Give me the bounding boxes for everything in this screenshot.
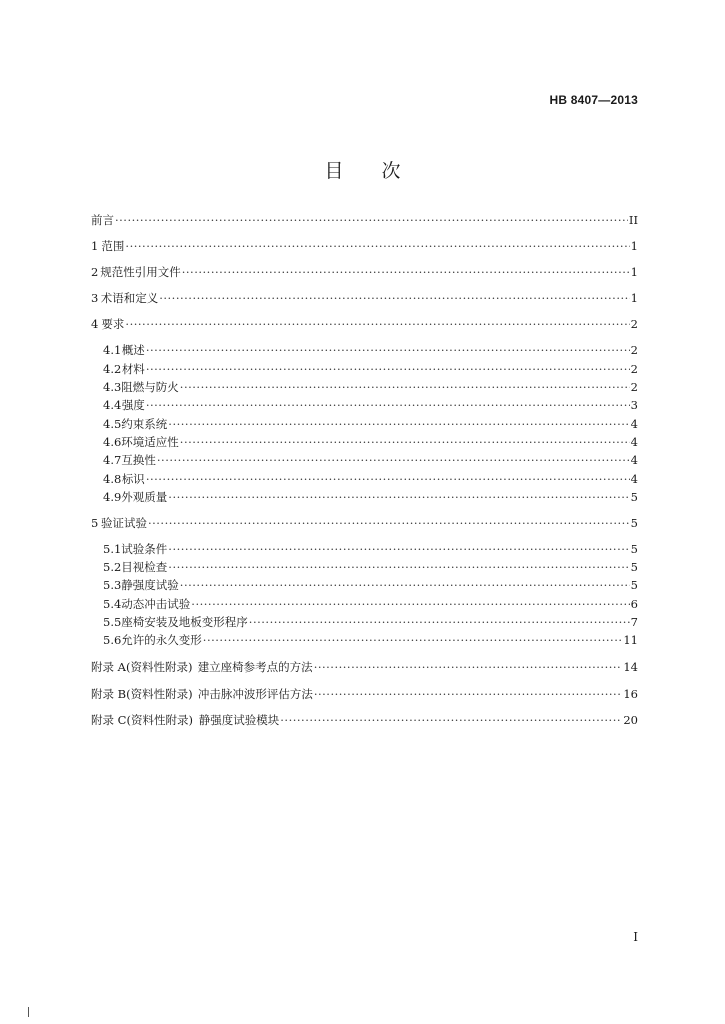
leader-dots (146, 342, 630, 358)
toc-entry-page: 1 (630, 291, 638, 305)
toc-entry-number: 4.8 (103, 472, 122, 486)
toc-entry-number: 3 (91, 291, 99, 305)
appendix-prefix: 附录 A(资料性附录) (91, 660, 193, 674)
toc-entry-page: II (628, 213, 638, 227)
toc-entry-page: 1 (630, 239, 638, 253)
toc-entry-section-4[interactable] (91, 316, 638, 332)
toc-entry-section-4-8[interactable] (103, 471, 638, 487)
toc-entry-number: 2 (91, 265, 99, 279)
leader-dots (180, 379, 630, 395)
toc-entry-number: 4.7 (103, 453, 122, 467)
toc-entry-label: 试验条件 (121, 542, 168, 556)
toc-entry-number: 1 (91, 239, 99, 253)
toc-entry-section-2[interactable] (91, 264, 638, 280)
toc-entry-number: 4.2 (103, 362, 122, 376)
leader-dots (182, 264, 630, 280)
toc-entry-section-5-3[interactable] (103, 577, 638, 593)
toc-entry-label: 材料 (121, 362, 145, 376)
toc-entry-label: 前言 (91, 213, 114, 227)
leader-dots (280, 712, 622, 728)
leader-dots (191, 596, 629, 612)
toc-entry-label: 静强度试验模块 (198, 713, 280, 727)
toc-entry-label: 环境适应性 (121, 435, 179, 449)
toc-entry-number: 5.5 (103, 615, 122, 629)
toc-entry-label: 阻燃与防火 (121, 380, 179, 394)
toc-entry-page: 4 (630, 472, 638, 486)
toc-entry-section-5[interactable] (91, 515, 638, 531)
standard-number: HB 8407—2013 (549, 93, 638, 107)
toc-entry-label: 建立座椅参考点的方法 (197, 660, 313, 674)
toc-entry-page: 5 (630, 516, 638, 530)
leader-dots (125, 238, 629, 254)
toc-entry-section-3[interactable] (91, 290, 638, 306)
toc-entry-appendix-b[interactable] (91, 686, 638, 702)
toc-entry-number: 4.4 (103, 398, 122, 412)
leader-dots (180, 434, 630, 450)
toc-entry-page: 2 (630, 362, 638, 376)
toc-entry-label: 静强度试验 (121, 578, 179, 592)
toc-entry-page: 6 (630, 597, 638, 611)
toc-entry-page: 2 (630, 343, 638, 357)
toc-entry-label: 互换性 (121, 453, 156, 467)
toc-entry-number: 5.4 (103, 597, 122, 611)
leader-dots (180, 577, 630, 593)
toc-entry-label: 目视检查 (121, 560, 168, 574)
toc-entry-page: 5 (630, 542, 638, 556)
leader-dots (168, 416, 629, 432)
leader-dots (146, 361, 630, 377)
toc-entry-page: 5 (630, 560, 638, 574)
toc-entry-label: 冲击脉冲波形评估方法 (197, 687, 313, 701)
toc-entry-number: 5.2 (103, 560, 122, 574)
leader-dots (314, 659, 623, 675)
appendix-prefix: 附录 C(资料性附录) (91, 713, 193, 727)
toc-entry-section-5-6[interactable] (103, 632, 638, 648)
scan-margin-mark (28, 1007, 29, 1017)
toc-entry-section-4-7[interactable] (103, 452, 638, 468)
page-number: I (633, 930, 638, 944)
toc-entry-page: 20 (623, 713, 638, 727)
toc-entry-label: 动态冲击试验 (121, 597, 191, 611)
toc-entry-page: 3 (630, 398, 638, 412)
toc-entry-section-5-2[interactable] (103, 559, 638, 575)
toc-entry-page: 7 (630, 615, 638, 629)
toc-entry-page: 4 (630, 453, 638, 467)
leader-dots (157, 452, 630, 468)
toc-entry-page: 4 (630, 417, 638, 431)
leader-dots (146, 397, 630, 413)
toc-entry-section-4-5[interactable] (103, 416, 638, 432)
toc-entry-label: 座椅安装及地板变形程序 (121, 615, 248, 629)
toc-entry-number: 5.1 (103, 542, 122, 556)
toc-entry-section-4-3[interactable] (103, 379, 638, 395)
toc-entry-appendix-c[interactable] (91, 712, 638, 728)
toc-entry-label: 规范性引用文件 (100, 265, 181, 279)
toc-entry-page: 5 (630, 578, 638, 592)
toc-entry-label: 范围 (101, 239, 125, 253)
leader-dots (148, 515, 630, 531)
toc-entry-page: 5 (630, 490, 638, 504)
toc-entry-label: 标识 (121, 472, 145, 486)
toc-entry-page: 16 (623, 687, 638, 701)
toc-entry-number: 5.3 (103, 578, 122, 592)
page-title: 目次 (324, 160, 439, 182)
leader-dots (249, 614, 630, 630)
toc-entry-label: 要求 (101, 317, 125, 331)
toc-entry-section-4-1[interactable] (103, 342, 638, 358)
leader-dots (314, 686, 623, 702)
leader-dots (168, 489, 629, 505)
toc-entry-number: 4.9 (103, 490, 122, 504)
leader-dots (159, 290, 629, 306)
toc-entry-section-5-4[interactable] (103, 596, 638, 612)
toc-entry-page: 14 (623, 660, 638, 674)
leader-dots (146, 471, 630, 487)
toc-entry-section-4-2[interactable] (103, 361, 638, 377)
toc-entry-page: 4 (630, 435, 638, 449)
toc-entry-label: 允许的永久变形 (121, 633, 202, 647)
toc-entry-number: 4.5 (103, 417, 122, 431)
toc-entry-number: 5 (91, 516, 99, 530)
leader-dots (203, 632, 623, 648)
toc-entry-page: 2 (630, 380, 638, 394)
toc-entry-section-5-1[interactable] (103, 541, 638, 557)
toc-entry-label: 外观质量 (121, 490, 168, 504)
leader-dots (168, 541, 629, 557)
toc-entry-number: 4.3 (103, 380, 122, 394)
leader-dots (125, 316, 629, 332)
toc-entry-foreword[interactable] (91, 212, 638, 228)
toc-entry-label: 概述 (121, 343, 145, 357)
toc-entry-section-5-5[interactable] (103, 614, 638, 630)
leader-dots (115, 212, 628, 228)
toc-entry-section-1[interactable] (91, 238, 638, 254)
toc-entry-label: 约束系统 (121, 417, 168, 431)
toc-entry-number: 4 (91, 317, 99, 331)
toc-entry-label: 验证试验 (100, 516, 147, 530)
toc-entry-number: 4.1 (103, 343, 122, 357)
toc-entry-section-4-9[interactable] (103, 489, 638, 505)
toc-entry-page: 1 (630, 265, 638, 279)
toc-entry-section-4-4[interactable] (103, 397, 638, 413)
toc-entry-number: 4.6 (103, 435, 122, 449)
toc-entry-label: 强度 (121, 398, 145, 412)
toc-entry-appendix-a[interactable] (91, 659, 638, 675)
toc-entry-section-4-6[interactable] (103, 434, 638, 450)
leader-dots (168, 559, 629, 575)
toc-entry-number: 5.6 (103, 633, 122, 647)
toc-entry-page: 11 (623, 633, 638, 647)
toc-entry-label: 术语和定义 (100, 291, 159, 305)
appendix-prefix: 附录 B(资料性附录) (91, 687, 193, 701)
toc-entry-page: 2 (630, 317, 638, 331)
